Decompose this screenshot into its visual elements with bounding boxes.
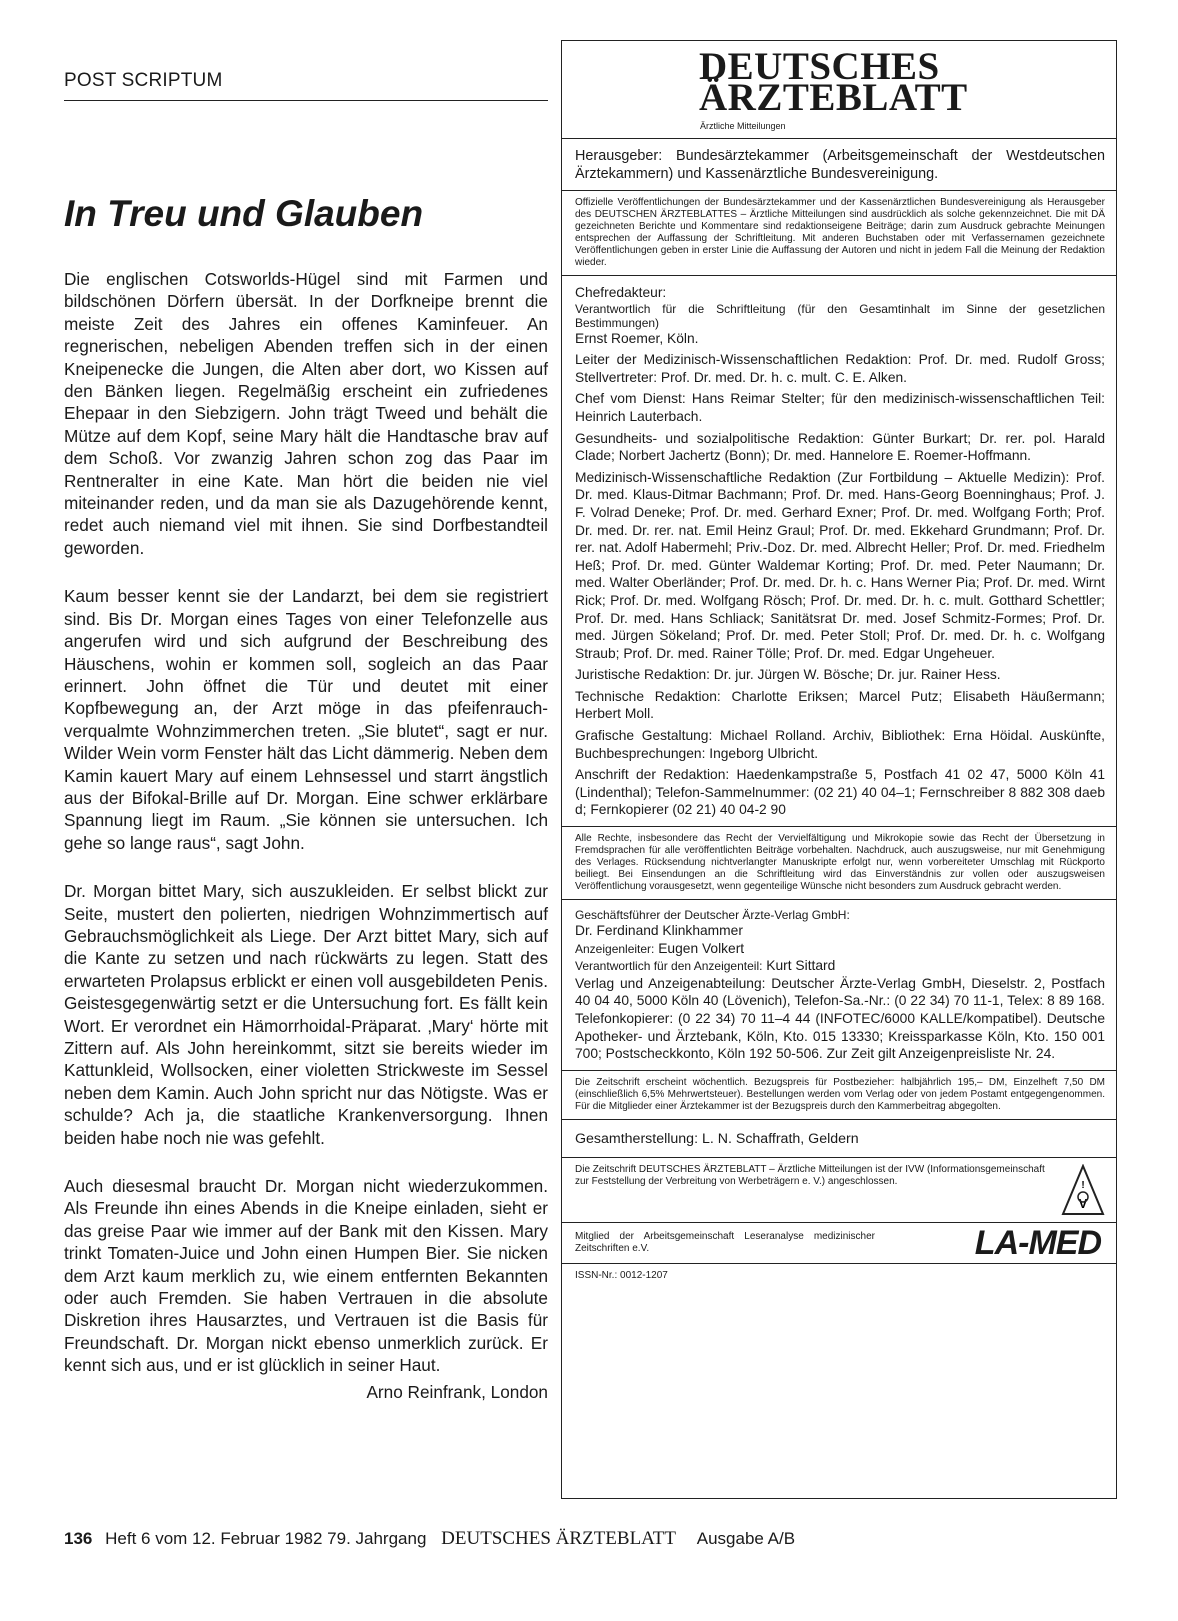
masthead-title-line1: DEUTSCHES xyxy=(699,45,940,88)
chief-editor-note: Verantwortlich für die Schriftleitung (für den Gesamtinhalt im Sinne der gesetzlichen Bestimmungen) xyxy=(575,301,1105,330)
svg-text:!: ! xyxy=(1081,1179,1085,1191)
scientific-editors: Medizinisch-Wissenschaftliche Redaktion (Zur Fortbildung – Aktuelle Medizin): Prof. Dr. med. Klaus-Ditmar Bachmann; Prof. Dr. med. Hans-Georg Boenninghaus; Prof. J. F. Volrad Deneke; Prof. Dr. med. Gerhard Exner; Prof. Dr. med. Wolfgang Forth; Prof. Dr. med. Dr. rer. nat. Emil Heinz Graul; Prof. Dr. med. Ekkehard Grundmann; Prof. Dr. rer. nat. Adolf Habermehl; Priv.-Doz. Dr. med. Albrecht Heller; Prof. Dr. med. Friedhelm Heß; Prof. Dr. med. Günter Waldemar Korting; Prof. Dr. med. Peter Naumann; Dr. med. Walter Oberländer; Prof. Dr. med. Dr. h. c. Hans Werner Pia; Prof. Dr. med. Wirnt Rick; Prof. Dr. med. Wolfgang Rösch; Prof. Dr. med. Dr. h. c. mult. Gotthard Schettler; Prof. Dr. med. Hans Schliack; Sanitätsrat Dr. med. Josef Schmitz-Formes; Prof. Dr. med. Jürgen Sökeland; Prof. Dr. med. Peter Stoll; Prof. Dr. med. Dr. h. c. Wolfgang Straub; Prof. Dr. med. Rainer Tölle; Prof. Dr. med. Edgar Ungeheuer. xyxy=(575,469,1105,661)
rights-box: Alle Rechte, insbesondere das Recht der Vervielfältigung und Mikrokopie sowie das Recht der Übersetzung in Fremdsprachen für alle veröffentlichten Beiträge vorbehalten. Nachdruck, auch auszugsweise, nur mit Genehmigung des Verlages. Rücksendung nichtverlangter Manuskripte erfolgt nur, wenn vorbereiteter Umschlag mit Rückporto beiliegt. Bei Einsendungen an die Schriftleitung wird das Einverständnis zur vollen oder auszugsweisen Veröffentlichung vorausgesetzt, wenn gegenteilige Wünsche nicht besonders zum Ausdruck gebracht werden. xyxy=(562,827,1116,900)
masthead xyxy=(562,41,1116,139)
printing-box: Gesamtherstellung: L. N. Schaffrath, Geldern xyxy=(562,1120,1116,1158)
editorial-address: Anschrift der Redaktion: Haedenkampstraße 5, Postfach 41 02 47, 5000 Köln 41 (Lindenthal); Telefon-Sammelnummer: (02 21) 40 04–1; Fernschreiber 8 882 308 daeb d; Fernkopierer (02 21) 40 04-2 90 xyxy=(575,767,1105,818)
scientific-lead: Leiter der Medizinisch-Wissenschaftlichen Redaktion: Prof. Dr. med. Rudolf Gross; Stellvertreter: Prof. Dr. med. Dr. h. c. mult. C. E. Alken. xyxy=(575,352,1105,385)
managing-director-label: Geschäftsführer der Deutscher Ärzte-Verlag GmbH: xyxy=(575,908,850,923)
article-paragraph: Kaum besser kennt sie der Landarzt, bei dem sie registriert sind. Bis Dr. Morgan eines Tages von einer Telefonzelle aus angerufen wird und sich aufgrund der Beschreibung des Häuschens, wohin er kommen soll, sogleich an das Paar erinnert. John öffnet die Tür und deutet mit einer Kopfbewegung an, der Arzt möge in das pfeifenrauch-verqualmte Wohnzimmerchen treten. „Sie blutet“, sagt er nur. Wilder Wein vorm Fenster hält das Licht dämmerig. Neben dem Kamin kauert Mary auf einem Lehnsessel und starrt ängstlich aus der Bifokal-Brille auf Dr. Morgan. Eine schwer erklärbare Spannung liegt im Raum. „Sie können sie untersuchen. Ich gehe so lange raus“, sagt John. xyxy=(64,586,548,853)
impressum-box xyxy=(561,40,1117,1499)
ad-lead xyxy=(575,940,1105,958)
lamed-logo: LA-MED xyxy=(974,1223,1101,1262)
article-column xyxy=(64,70,548,1403)
member-text: Mitglied der Arbeitsgemeinschaft Leseranalyse medizinischer Zeitschriften e.V. xyxy=(575,1230,875,1254)
member-box xyxy=(562,1223,1116,1264)
graphic-design: Grafische Gestaltung: Michael Rolland. Archiv, Bibliothek: Erna Höidal. Auskünfte, Buchbesprechungen: Ingeborg Ulbricht. xyxy=(575,728,1105,761)
legal-editors: Juristische Redaktion: Dr. jur. Jürgen W. Bösche; Dr. jur. Rainer Hess. xyxy=(575,667,1001,683)
health-policy-editors: Gesundheits- und sozialpolitische Redaktion: Günter Burkart; Dr. rer. pol. Harald Clade; Norbert Jachertz (Bonn); Dr. med. Hannelore E. Roemer-Hoffmann. xyxy=(575,430,1105,464)
masthead-title xyxy=(699,45,968,119)
page-number: 136 xyxy=(64,1529,93,1548)
official-note-box: Offizielle Veröffentlichungen der Bundesärztekammer und der Kassenärztlichen Bundesvereinigung als Herausgeber des DEUTSCHEN ÄRZTEBLATTES – Ärztliche Mitteilungen sind ausdrücklich als solche gekennzeichnet. Die mit DÄ gezeichneten Berichte und Kommentare sind redaktionseigene Beiträge; darin zum Ausdruck gebrachte Meinungen entsprechen der Auffassung der Schriftleitung. Mit anderen Buchstaben oder mit Verfassernamen gezeichnete Veröffentlichungen geben in erster Linie die Auffassung der Autoren und nicht in jedem Fall die Meinung der Redaktion wieder. xyxy=(562,191,1116,276)
footer-journal-name: DEUTSCHES ÄRZTEBLATT xyxy=(441,1528,677,1549)
publisher-info-box xyxy=(562,900,1116,1071)
chief-of-duty: Chef vom Dienst: Hans Reimar Stelter; für den medizinisch-wissenschaftlichen Teil: Heinrich Lauterbach. xyxy=(575,391,1105,424)
article-paragraph: Dr. Morgan bittet Mary, sich auszukleiden. Er selbst blickt zur Seite, mustert den polierten, niedrigen Wohnzimmertisch auf Gebrauchsmöglichkeit als Liege. Der Arzt bittet Mary, sich auf die Kante zu setzen und nach rückwärts zu legen. Statt des erwarteten Prolapsus erblickt er einen voll ausgebildeten Penis. Geistesgegenwärtig setzt er die Untersuchung fort. Es fällt kein Wort. Er verordnet ein Hämorrhoidal-Präparat. ‚Mary‘ hörte mit Zittern auf. Als John hereinkommt, sitzt sie bereits wieder im Kattunkleid, Wollsocken, einer violetten Strickweste im Sessel neben dem Kamin. Auch John spricht nur das Nötigste. Was er schulde? Ach ja, die staatliche Krankenversorgung. Ihnen beiden habe noch nie was gefehlt. xyxy=(64,881,548,1148)
svg-text:V: V xyxy=(1078,1195,1088,1211)
chief-editor xyxy=(575,284,1105,347)
masthead-subtitle: Ärztliche Mitteilungen xyxy=(700,121,786,131)
ivw-logo-icon xyxy=(1061,1164,1105,1216)
ad-responsible-label: Verantwortlich für den Anzeigenteil: xyxy=(575,959,763,974)
managing-director-name: Dr. Ferdinand Klinkhammer xyxy=(575,923,743,939)
ivw-box xyxy=(562,1158,1116,1223)
technical-editors: Technische Redaktion: Charlotte Eriksen; Marcel Putz; Elisabeth Häußermann; Herbert Moll. xyxy=(575,688,1105,722)
publisher-box: Herausgeber: Bundesärztekammer (Arbeitsgemeinschaft der Westdeutschen Ärztekammern) und Kassenärztliche Bundesvereinigung. xyxy=(562,139,1116,191)
editorial-box xyxy=(562,276,1116,827)
subscription-box: Die Zeitschrift erscheint wöchentlich. Bezugspreis für Postbezieher: halbjährlich 195,– DM, Einzelheft 7,50 DM (einschließlich 6,5% Mehrwertsteuer). Bestellungen werden vom Verlag oder von jedem Postamt entgegengenommen. Für die Mitglieder einer Ärztekammer ist der Bezugspreis durch den Kammerbeitrag abgegolten. xyxy=(562,1071,1116,1120)
edition-info: Ausgabe A/B xyxy=(696,1529,796,1548)
ad-responsible xyxy=(575,957,1105,975)
issue-info: Heft 6 vom 12. Februar 1982 79. Jahrgang xyxy=(105,1529,427,1548)
publisher-address: Verlag und Anzeigenabteilung: Deutscher Ärzte-Verlag GmbH, Dieselstr. 2, Postfach 40 04 40, 5000 Köln 40 (Lövenich), Telefon-Sa.-Nr.: (0 22 34) 70 11-1, Telex: 8 89 168. Telefonkopierer: (0 22 34) 70 11–4 44 (INFOTEC/6000 KALLE/kompatibel). Deutsche Apotheker- und Ärztebank, Köln, Kto. 015 13330; Kreissparkasse Köln, Kto. 150 001 700; Postscheckkonto, Köln 192 50-506. Zur Zeit gilt Anzeigenpreisliste Nr. 24. xyxy=(575,975,1105,1062)
chief-editor-name: Ernst Roemer, Köln. xyxy=(575,330,699,346)
section-label: POST SCRIPTUM xyxy=(64,70,548,101)
masthead-title-line2: ÄRZTEBLATT xyxy=(699,76,968,119)
chief-editor-label: Chefredakteur: xyxy=(575,285,667,300)
article-headline: In Treu und Glauben xyxy=(64,193,424,234)
article-paragraph: Die englischen Cotsworlds-Hügel sind mit Farmen und bildschönen Dörfern übersät. In der Dorfkneipe brennt die meiste Zeit des Jahres ein offenes Kaminfeuer. An regnerischen, nebeligen Abenden treffen sich in der einen Kneipenecke die Jungen, die Alten aber dort, wo Kissen auf den Bänken liegen. Regelmäßig erscheint ein zufriedenes Ehepaar in den Siebzigern. John trägt Tweed und behält die Mütze auf dem Kopf, seine Mary hält die Handtasche brav auf dem Schoß. Vor zwanzig Jahren schon zog das Paar im Rentneralter in eine Kate. Man hört die beiden nie viel miteinander reden, und da man sie als Dazugehörende kennt, redet auch niemand viel mit ihnen. Sie sind Dorfbestandteil geworden. xyxy=(64,269,548,558)
ad-lead-label: Anzeigenleiter: xyxy=(575,941,655,956)
ad-lead-name: Eugen Volkert xyxy=(658,940,745,956)
article-paragraph: Auch diesesmal braucht Dr. Morgan nicht wiederzukommen. Als Freunde ihn eines Abends in die Kneipe einladen, sieht er das greise Paar wie immer auf der Bank mit den Kissen. Mary trinkt Tomaten-Juice und John einen Humpen Bier. Sie nicken dem Arzt kaum merklich zu, wie einem entfernten Bekannten oder auch Fremden. Sie haben Vertrauen in die absolute Diskretion ihres Hausarztes, und Vertrauen ist die Basis für Freundschaft. Dr. Morgan nickt ebenso unmerklich zurück. Er kennt sich aus, und er ist glücklich in seiner Haut. xyxy=(64,1176,548,1376)
ad-responsible-name: Kurt Sittard xyxy=(766,958,836,974)
page-footer xyxy=(64,1528,795,1550)
issn: ISSN-Nr.: 0012-1207 xyxy=(575,1269,668,1281)
article-author: Arno Reinfrank, London xyxy=(366,1381,548,1402)
ivw-text: Die Zeitschrift DEUTSCHES ÄRZTEBLATT – Ärztliche Mitteilungen ist der IVW (Informationsgemeinschaft zur Feststellung der Verbreitung von Werbeträgern e. V.) angeschlossen. xyxy=(575,1163,1045,1187)
